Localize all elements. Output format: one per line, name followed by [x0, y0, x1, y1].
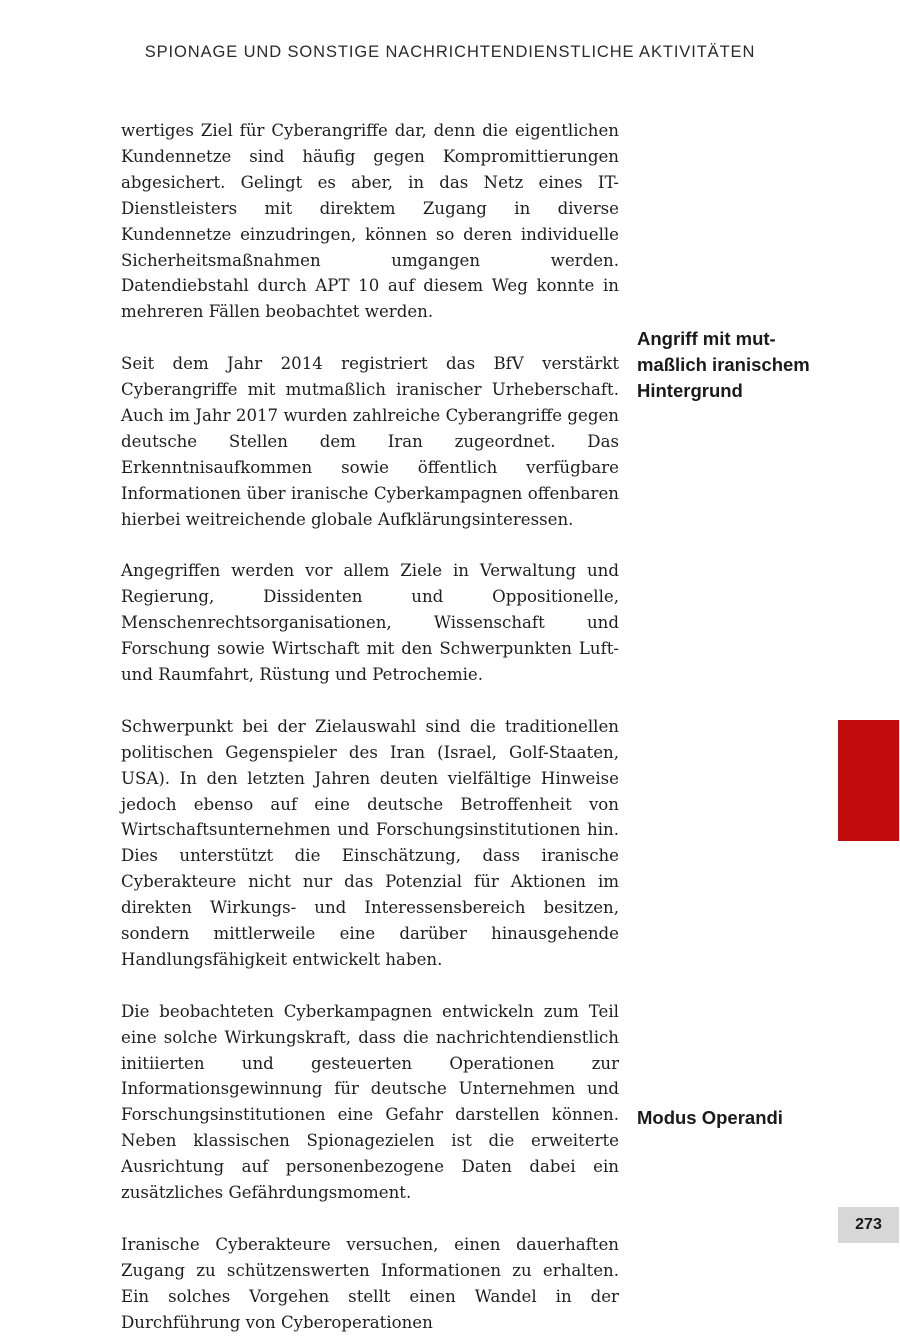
chapter-tab-marker: [838, 720, 899, 841]
paragraph-2: Seit dem Jahr 2014 registriert das BfV verstärkt Cyberangriffe mit mutmaßlich iranischer Urheberschaft. Auch im Jahr 2017 wurden zahlreiche Cyberangriffe gegen deutsche Stellen dem Iran zugeordnet. Das Erkenntnisaufkommen sowie öffentlich verfügbare Informationen über iranische Cyberkampagnen offenbaren hierbei weitreichende globale Aufklärungsinteressen.: [121, 354, 619, 529]
paragraph-6: Iranische Cyberakteure versuchen, einen dauerhaften Zugang zu schützenswerten Informationen zu erhalten. Ein solches Vorgehen stellt einen Wandel in der Durchführung von Cyberoperationen: [121, 1234, 619, 1332]
margin-heading-modus-operandi: [637, 1105, 807, 1131]
margin-heading-line: Hintergrund: [637, 379, 743, 401]
paragraph-5: Die beobachteten Cyberkampagnen entwickeln zum Teil eine solche Wirkungskraft, dass die nachrichtendienstlich initiierten und gesteuerten Operationen zur Informationsgewinnung für deutsche Unternehmen und Forschungsinstitutionen eine Gefahr darstellen können. Neben klassischen Spionagezielen ist die erweiterte Ausrichtung auf personenbezogene Daten dabei ein zusätzliches Gefährdungsmoment.: [121, 1001, 619, 1203]
page-number-label: 273: [855, 1216, 882, 1233]
margin-heading-line: Modus Operandi: [637, 1107, 783, 1128]
paragraph-4: Schwerpunkt bei der Zielauswahl sind die traditionellen politischen Gegenspieler des Iran (Israel, Golf-Staaten, USA). In den letzten Jahren deuten vielfältige Hinweise jedoch ebenso auf eine deutsche Betroffenheit von Wirtschaftsunternehmen und Forschungsinstitutionen hin. Dies unterstützt die Einschätzung, dass iranische Cyberakteure nicht nur das Potenzial für Aktionen im direkten Wirkungs- und Interessensbereich besitzen, sondern mittlerweile eine darüber hinausgehende Handlungsfähigkeit entwickelt haben.: [121, 716, 619, 969]
margin-heading-iran-attack: [637, 326, 810, 404]
paragraph-1: wertiges Ziel für Cyberangriffe dar, denn die eigentlichen Kundennetze sind häufig gegen Kompromittierungen abgesichert. Gelingt es aber, in das Netz eines IT-Dienstleisters mit direktem Zugang in diverse Kundennetze einzudringen, können so deren individuelle Sicherheitsmaßnahmen umgangen werden. Datendiebstahl durch APT 10 auf diesem Weg konnte in mehreren Fällen beobachtet werden.: [121, 121, 619, 322]
margin-heading-line: maßlich iranischem: [637, 353, 810, 375]
paragraph-3: Angegriffen werden vor allem Ziele in Verwaltung und Regierung, Dissidenten und Oppositionelle, Menschenrechtsorganisationen, Wissenschaft und Forschung sowie Wirtschaft mit den Schwerpunkten Luft- und Raumfahrt, Rüstung und Petrochemie.: [121, 561, 619, 684]
margin-heading-line: Angriff mit mut-: [637, 328, 776, 349]
body-text: [121, 118, 619, 1336]
running-header: SPIONAGE UND SONSTIGE NACHRICHTENDIENSTLICHE AKTIVITÄTEN: [144, 43, 756, 61]
page-number: [838, 1207, 899, 1243]
